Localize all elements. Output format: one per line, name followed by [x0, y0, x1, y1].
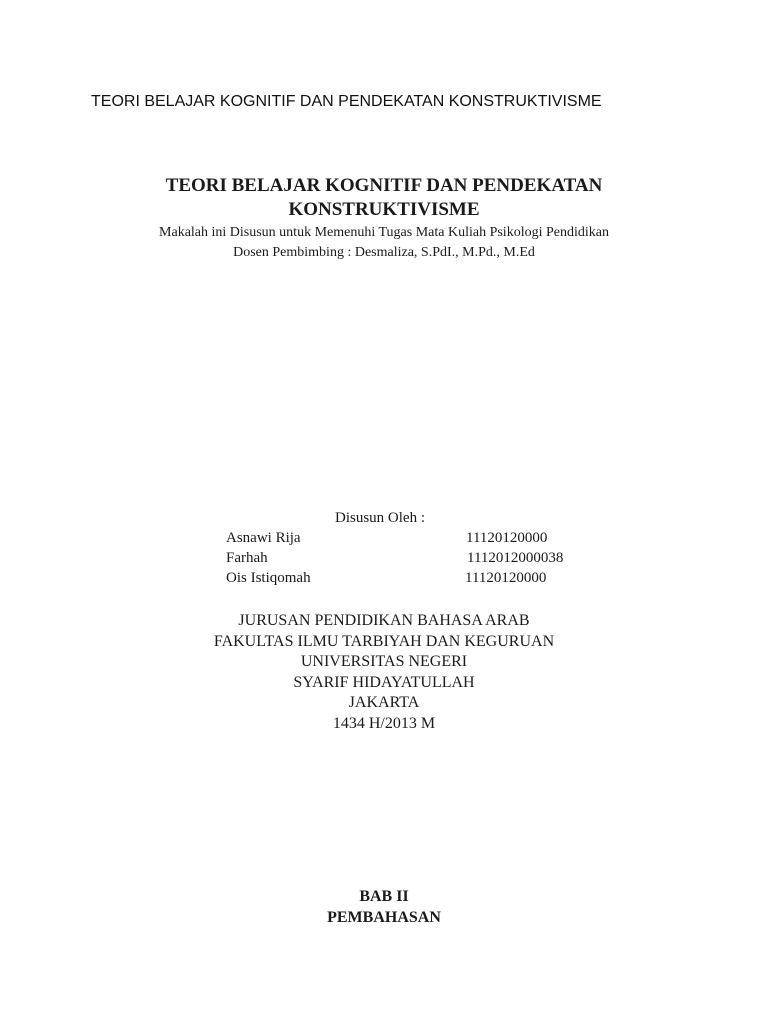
university-line-2: SYARIF HIDAYATULLAH	[293, 673, 475, 691]
author-id: 11120120000	[466, 530, 548, 546]
chapter-title: PEMBAHASAN	[327, 909, 441, 926]
city-line: JAKARTA	[348, 694, 420, 711]
author-name: Asnawi Rija	[226, 530, 301, 546]
author-id: 1112012000038	[467, 550, 564, 566]
year-line: 1434 H/2013 M	[332, 714, 436, 732]
running-header: TEORI BELAJAR KOGNITIF DAN PENDEKATAN KONSTRUKTIVISME	[91, 93, 602, 110]
faculty-line: FAKULTAS ILMU TARBIYAH DAN KEGURUAN	[213, 632, 555, 650]
supervisor-line: Dosen Pembimbing : Desmaliza, S.PdI., M.Pd., M.Ed	[233, 245, 535, 260]
author-id: 11120120000	[465, 570, 547, 586]
document-title	[0, 174, 768, 222]
title-line-2: KONSTRUKTIVISME	[288, 199, 480, 220]
authors-label: Disusun Oleh :	[335, 510, 425, 526]
author-name: Farhah	[226, 550, 268, 566]
title-line-1: TEORI BELAJAR KOGNITIF DAN PENDEKATAN	[165, 175, 603, 196]
author-row	[0, 570, 768, 590]
author-row	[0, 530, 768, 550]
author-row	[0, 550, 768, 570]
institution-block	[0, 611, 768, 734]
university-line-1: UNIVERSITAS NEGERI	[300, 653, 468, 670]
chapter-number: BAB II	[359, 888, 409, 905]
chapter-heading	[0, 886, 768, 928]
author-name: Ois Istiqomah	[226, 570, 311, 586]
department-line: JURUSAN PENDIDIKAN BAHASA ARAB	[238, 612, 530, 629]
purpose-statement: Makalah ini Disusun untuk Memenuhi Tugas Mata Kuliah Psikologi Pendidikan	[159, 225, 609, 240]
